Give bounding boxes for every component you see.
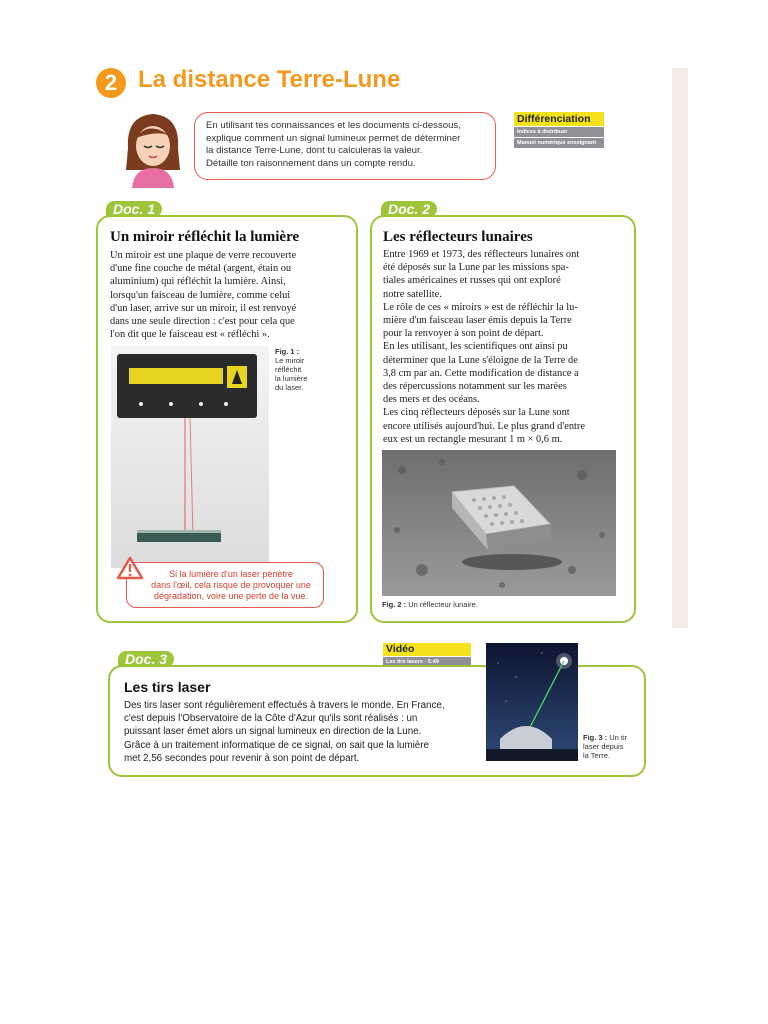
lunar-reflector-photo	[382, 450, 616, 596]
fig2-caption: Fig. 2 : Un réflecteur lunaire.	[382, 600, 478, 609]
page-title: La distance Terre-Lune	[138, 66, 401, 93]
fig1-caption: Fig. 1 : Le miroir réfléchit la lumière du laser.	[275, 347, 308, 392]
doc2-body: Entre 1969 et 1973, des réflecteurs lunaires ont été déposés sur la Lune par les missions spa- tiales américaines et russes qui ont exploré notre satellite. Le rôle de ces « miroirs » est de réfléchir la lu- mière d'un faisceau laser émis depuis la Terre pour la renvoyer à son point de départ. En les utilisant, les scientifiques ont ainsi pu déterminer que la Lune s'éloigne de la Terre de 3,8 cm par an. Cette modification de distance a des répercussions notamment sur les marées des mers et des océans. Les cinq réflecteurs déposés sur la Lune sont encore utilisés aujourd'hui. Le plus grand d'entre eux est un rectangle mesurant 1 m × 0,6 m.	[383, 249, 585, 445]
differenciation-title: Différenciation	[514, 112, 604, 126]
observatory-laser-photo	[486, 643, 578, 761]
page-side-strip	[672, 68, 688, 628]
differenciation-hints-link[interactable]: Indices à distribuer	[514, 127, 604, 137]
video-link-tirs-lasers[interactable]: Les tirs lasers · 5:49	[383, 657, 471, 667]
doc2-heading: Les réflecteurs lunaires	[383, 229, 533, 245]
doc3-tag: Doc. 3	[118, 651, 174, 667]
doc2-tag: Doc. 2	[381, 201, 437, 217]
fig3-caption: Fig. 3 : Un tir laser depuis la Terre.	[583, 733, 628, 760]
differenciation-manual-link[interactable]: Manuel numérique enseignant	[514, 138, 604, 148]
instructions-text: En utilisant tes connaissances et les documents ci-dessous, explique comment un signal lumineux permet de déterminer la distance Terre-Lune, dont tu calculeras la valeur. Détaille ton raisonnement dans un compte rendu.	[206, 120, 461, 169]
doc3-heading: Les tirs laser	[124, 679, 211, 695]
doc1-body: Un miroir est une plaque de verre recouverte d'une fine couche de métal (argent, étain ou aluminium) qui réfléchit la lumière. Ainsi, lorsqu'un faisceau de lumière, comme celui d'un laser, arrive sur un miroir, il est renvoyé dans une seule direction : c'est pour cela que l'on dit que le faisceau est « réfléchi ».	[110, 250, 297, 341]
doc1-heading: Un miroir réfléchit la lumière	[110, 229, 300, 245]
doc1-tag: Doc. 1	[106, 201, 162, 217]
warning-icon	[117, 556, 143, 580]
video-title: Vidéo	[383, 643, 471, 656]
student-avatar	[118, 108, 188, 188]
doc3-body: Des tirs laser sont régulièrement effectués à travers le monde. En France, c'est depuis l'Observatoire de la Côte d'Azur qu'ils sont réalisés : un puissant laser émet alors un signal lumineux en direction de la Lune. Grâce à un traitement informatique de ce signal, on sait que la lumière met 2,56 secondes pour revenir à son point de départ.	[124, 700, 445, 764]
section-number-badge: 2	[96, 68, 126, 98]
laser-mirror-photo	[111, 346, 269, 568]
laser-warning-text: Si la lumière d'un laser pénètre dans l'œil, cela risque de provoquer une dégradation, voire une perte de la vue.	[151, 569, 311, 601]
